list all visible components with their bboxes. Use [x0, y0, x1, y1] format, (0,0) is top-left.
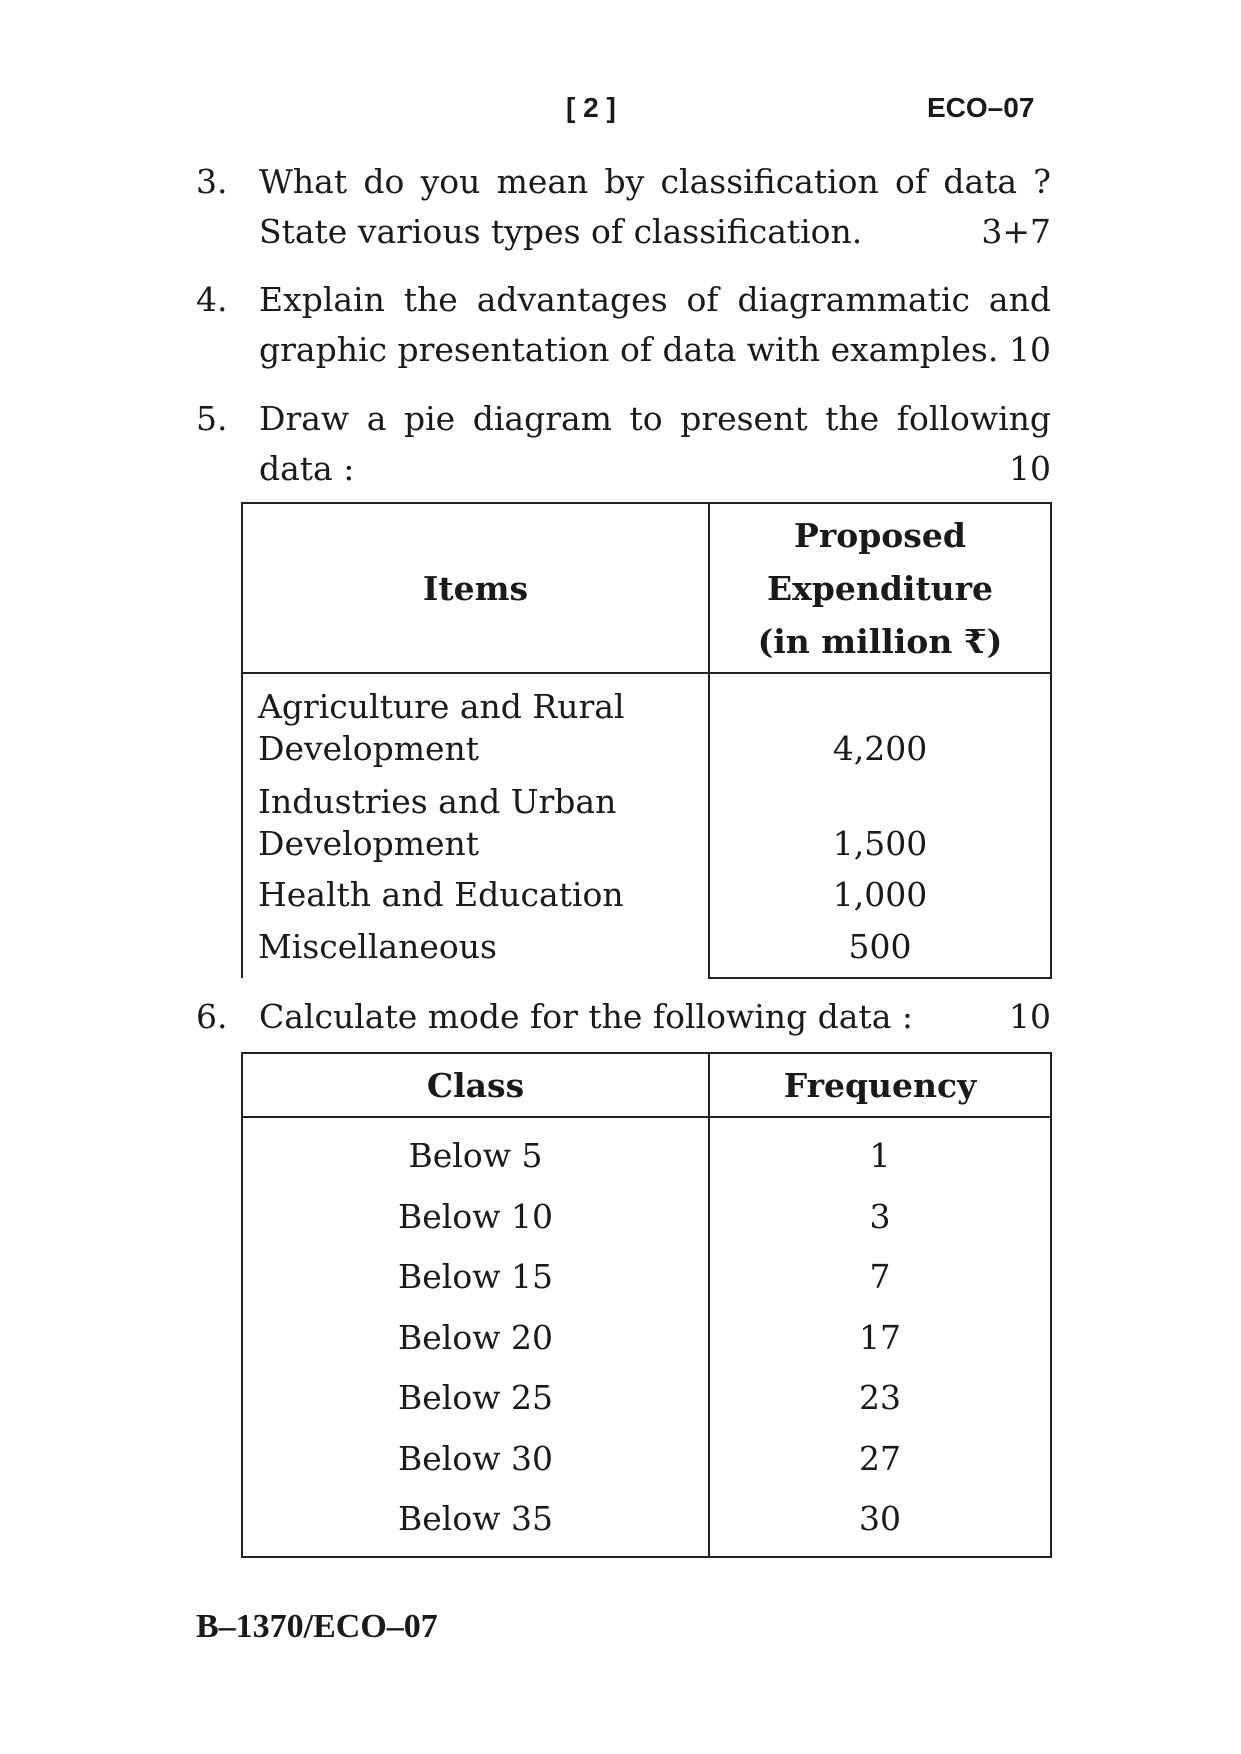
- question-number: 6.: [196, 997, 228, 1036]
- question-text-line2: graphic presentation of data with examples.: [259, 330, 999, 369]
- table-cell-frequency: 1 3 7 17 23 27 30: [709, 1117, 1051, 1557]
- question-6: [196, 992, 1051, 1042]
- question-number: 5.: [196, 399, 228, 438]
- question-text-line1: Calculate mode for the following data :: [259, 997, 913, 1036]
- question-text-line1: Draw a pie diagram to present the following: [259, 399, 1051, 438]
- column-header-class: Class: [242, 1053, 709, 1117]
- question-4: [196, 275, 1051, 375]
- question-marks: 3+7: [981, 212, 1051, 251]
- question-text-line1: What do you mean by classification of data ?: [259, 162, 1051, 201]
- question-marks: 10: [1009, 997, 1051, 1036]
- question-text-line1: Explain the advantages of diagrammatic and: [259, 280, 1051, 319]
- question-number: 3.: [196, 162, 228, 201]
- frequency-table: [241, 1052, 1052, 1558]
- table-cell-value: 4,200 1,500 1,000 500: [709, 673, 1051, 978]
- column-header-items: Items: [242, 503, 709, 673]
- question-5: [196, 394, 1051, 494]
- table-cell-class: Below 5 Below 10 Below 15 Below 20 Below 25 Below 30 Below 35: [242, 1117, 709, 1557]
- footer-code: B–1370/ECO–07: [196, 1608, 438, 1645]
- question-number: 4.: [196, 280, 228, 319]
- question-3: [196, 157, 1051, 257]
- question-text-line2: data :: [259, 449, 355, 488]
- expenditure-table: [241, 502, 1052, 979]
- paper-code: ECO–07: [927, 92, 1035, 123]
- question-text-line2: State various types of classification.: [259, 212, 863, 251]
- question-marks: 10: [1009, 330, 1051, 369]
- column-header-expenditure: Proposed Expenditure (in million ₹): [709, 503, 1051, 673]
- column-header-frequency: Frequency: [709, 1053, 1051, 1117]
- page-number: [ 2 ]: [566, 92, 616, 123]
- question-marks: 10: [1009, 449, 1051, 488]
- table-cell-item: Agriculture and Rural Development Industries and Urban Development Health and Education Miscellaneous: [242, 673, 709, 978]
